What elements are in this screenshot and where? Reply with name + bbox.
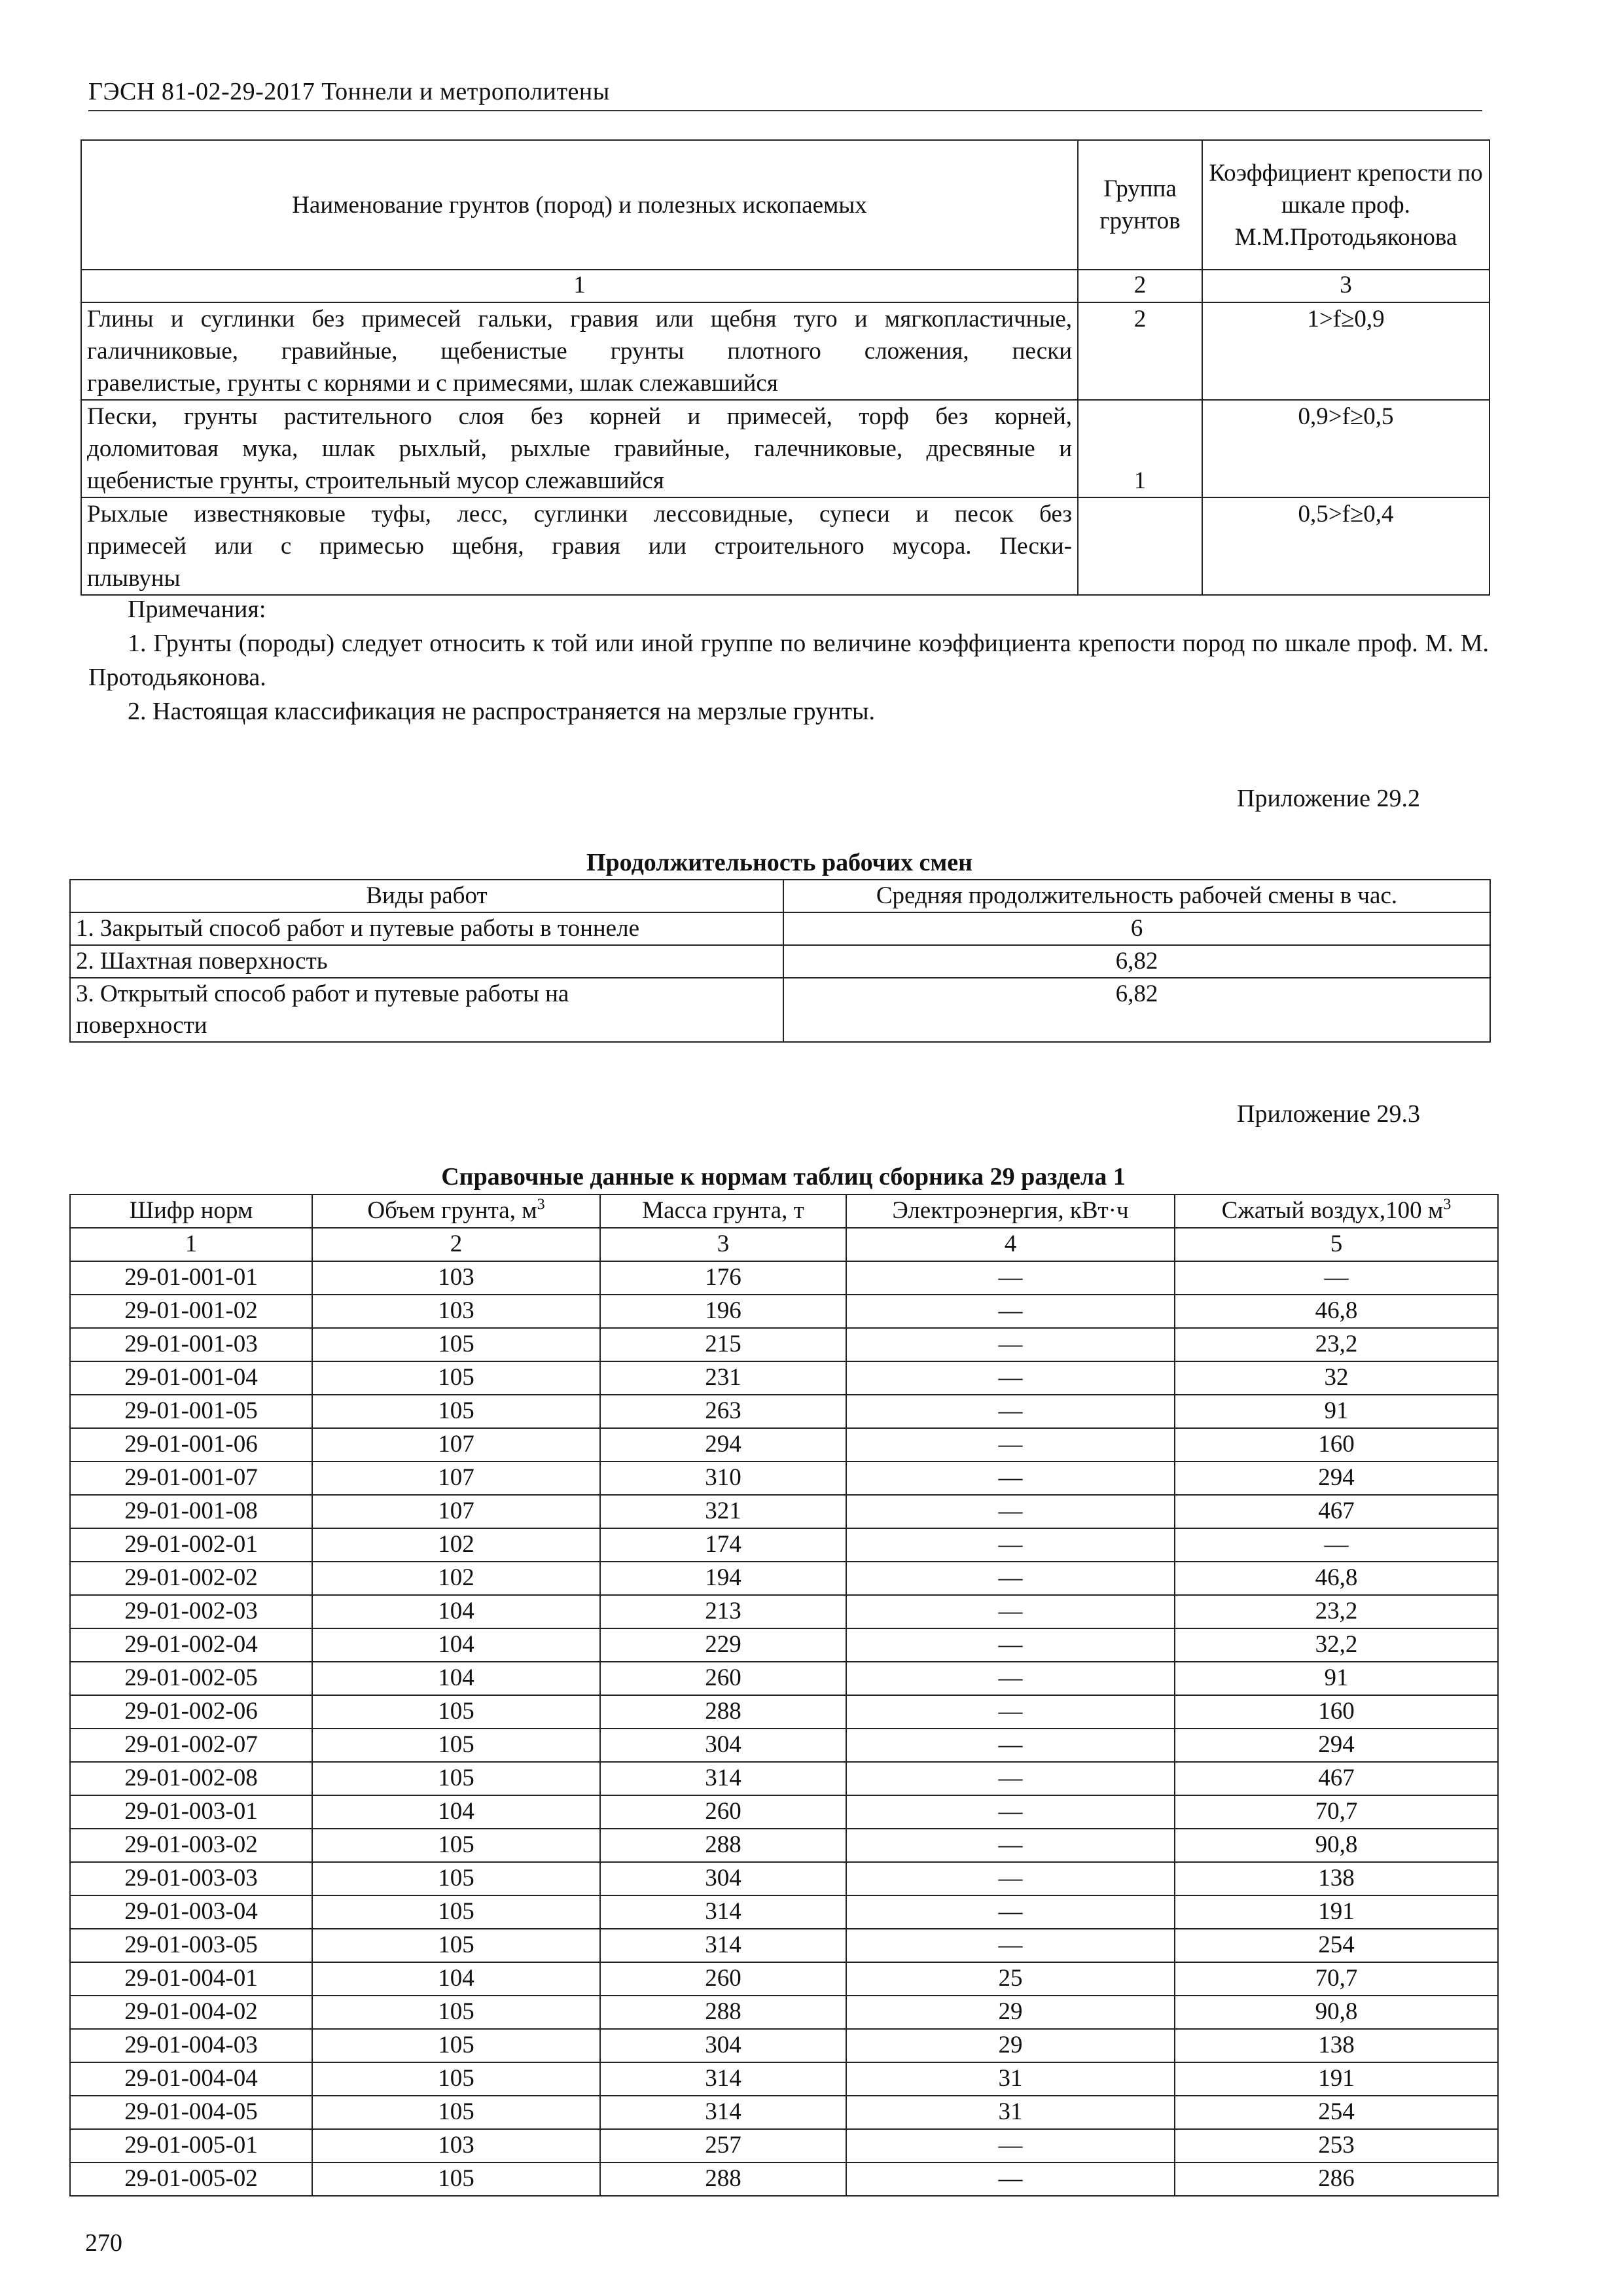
header-cell: Электроэнергия, кВт·ч <box>846 1194 1175 1228</box>
soil-volume: 104 <box>312 1962 600 1996</box>
compressed-air: 138 <box>1175 2029 1498 2062</box>
soil-volume: 107 <box>312 1462 600 1495</box>
table-row <box>70 1962 1498 1996</box>
compressed-air: 90,8 <box>1175 1829 1498 1862</box>
soil-volume: 105 <box>312 1829 600 1862</box>
soil-volume: 105 <box>312 1395 600 1428</box>
table-row <box>70 1929 1498 1962</box>
table-header-row <box>70 880 1490 912</box>
table-row <box>70 2129 1498 2162</box>
table-title: Продолжительность рабочих смен <box>586 849 973 876</box>
soil-volume: 105 <box>312 1361 600 1395</box>
norm-code: 29-01-002-02 <box>70 1562 312 1595</box>
norm-code: 29-01-002-03 <box>70 1595 312 1628</box>
table-row <box>70 1862 1498 1895</box>
description-line: галичниковые, гравийные, щебенистые грунты плотного сложения, пески <box>87 338 1072 365</box>
table-row <box>70 1361 1498 1395</box>
strength-coefficient: 0,9>f≥0,5 <box>1202 400 1489 497</box>
compressed-air: 254 <box>1175 2096 1498 2129</box>
shift-duration-table <box>69 879 1491 1043</box>
electricity: — <box>846 1428 1175 1462</box>
table-row <box>70 1895 1498 1929</box>
electricity: — <box>846 1762 1175 1795</box>
soil-mass: 196 <box>600 1295 846 1328</box>
electricity: — <box>846 1595 1175 1628</box>
electricity: — <box>846 1862 1175 1895</box>
norm-code: 29-01-005-02 <box>70 2162 312 2196</box>
norm-code: 29-01-004-01 <box>70 1962 312 1996</box>
soil-mass: 257 <box>600 2129 846 2162</box>
soil-mass: 314 <box>600 2062 846 2096</box>
table-title: Справочные данные к нормам таблиц сборника 29 раздела 1 <box>441 1163 1126 1191</box>
soil-mass: 294 <box>600 1428 846 1462</box>
norm-code: 29-01-001-04 <box>70 1361 312 1395</box>
compressed-air: 91 <box>1175 1395 1498 1428</box>
header-cell: Коэффициент крепости по шкале проф. М.М.Протодьяконова <box>1202 140 1489 270</box>
description-line: примесей или с примесью щебня, гравия или строительного мусора. Пески- <box>87 533 1072 560</box>
soil-mass: 288 <box>600 1829 846 1862</box>
compressed-air: 23,2 <box>1175 1328 1498 1361</box>
table-row <box>70 1261 1498 1295</box>
soil-volume: 104 <box>312 1628 600 1662</box>
soil-mass: 260 <box>600 1795 846 1829</box>
soil-mass: 260 <box>600 1662 846 1695</box>
page-header <box>88 77 1482 111</box>
column-number: 2 <box>1078 270 1202 302</box>
table-row <box>70 1795 1498 1829</box>
soil-mass: 260 <box>600 1962 846 1996</box>
compressed-air: 90,8 <box>1175 1996 1498 2029</box>
soil-mass: 229 <box>600 1628 846 1662</box>
electricity: — <box>846 2129 1175 2162</box>
table-row <box>70 1562 1498 1595</box>
column-number: 5 <box>1175 1228 1498 1261</box>
compressed-air: 160 <box>1175 1428 1498 1462</box>
soil-mass: 310 <box>600 1462 846 1495</box>
electricity: — <box>846 1695 1175 1729</box>
soil-description <box>81 400 1078 497</box>
electricity: — <box>846 1261 1175 1295</box>
electricity: — <box>846 1328 1175 1361</box>
notes-title: Примечания: <box>128 596 266 623</box>
electricity: — <box>846 1895 1175 1929</box>
compressed-air: 294 <box>1175 1729 1498 1762</box>
soil-mass: 176 <box>600 1261 846 1295</box>
reference-data-table <box>69 1194 1499 2197</box>
norm-code: 29-01-001-01 <box>70 1261 312 1295</box>
soil-mass: 304 <box>600 2029 846 2062</box>
norm-code: 29-01-002-06 <box>70 1695 312 1729</box>
soil-volume: 105 <box>312 2162 600 2196</box>
header-cell: Виды работ <box>70 880 783 912</box>
header-cell: Наименование грунтов (пород) и полезных ископаемых <box>81 140 1078 270</box>
soil-mass: 231 <box>600 1361 846 1395</box>
norm-code: 29-01-005-01 <box>70 2129 312 2162</box>
compressed-air: 191 <box>1175 1895 1498 1929</box>
table-row <box>81 497 1489 595</box>
soil-classification-table <box>80 139 1490 596</box>
soil-mass: 314 <box>600 1929 846 1962</box>
norm-code: 29-01-004-02 <box>70 1996 312 2029</box>
soil-mass: 288 <box>600 2162 846 2196</box>
electricity: — <box>846 1495 1175 1528</box>
compressed-air: — <box>1175 1261 1498 1295</box>
table-row <box>70 1495 1498 1528</box>
soil-mass: 213 <box>600 1595 846 1628</box>
header-cell: Масса грунта, т <box>600 1194 846 1228</box>
electricity: — <box>846 1361 1175 1395</box>
soil-volume: 105 <box>312 1328 600 1361</box>
compressed-air: 253 <box>1175 2129 1498 2162</box>
description-line: Пески, грунты растительного слоя без корней и примесей, торф без корней, <box>87 403 1072 430</box>
soil-mass: 321 <box>600 1495 846 1528</box>
electricity: — <box>846 1528 1175 1562</box>
norm-code: 29-01-003-02 <box>70 1829 312 1862</box>
compressed-air: 23,2 <box>1175 1595 1498 1628</box>
column-number: 3 <box>1202 270 1489 302</box>
compressed-air: 32,2 <box>1175 1628 1498 1662</box>
soil-volume: 105 <box>312 1862 600 1895</box>
table-row <box>70 945 1490 978</box>
description-line: плывуны <box>87 565 181 592</box>
table-row <box>70 1829 1498 1862</box>
table-row <box>81 400 1489 497</box>
table-row <box>70 1996 1498 2029</box>
table-row <box>70 2029 1498 2062</box>
reference-data-body <box>70 1261 1498 2196</box>
column-number: 4 <box>846 1228 1175 1261</box>
norm-code: 29-01-003-05 <box>70 1929 312 1962</box>
soil-mass: 174 <box>600 1528 846 1562</box>
soil-volume: 103 <box>312 1295 600 1328</box>
column-number: 2 <box>312 1228 600 1261</box>
soil-volume: 104 <box>312 1795 600 1829</box>
table-row <box>70 1595 1498 1628</box>
soil-volume: 103 <box>312 1261 600 1295</box>
soil-volume: 105 <box>312 2096 600 2129</box>
work-type: 2. Шахтная поверхность <box>70 945 783 978</box>
compressed-air: 191 <box>1175 2062 1498 2096</box>
soil-volume: 102 <box>312 1528 600 1562</box>
electricity: 29 <box>846 2029 1175 2062</box>
compressed-air: 138 <box>1175 1862 1498 1895</box>
electricity: — <box>846 1795 1175 1829</box>
strength-coefficient: 0,5>f≥0,4 <box>1202 497 1489 595</box>
norm-code: 29-01-004-03 <box>70 2029 312 2062</box>
electricity: — <box>846 1295 1175 1328</box>
note-item: 2. Настоящая классификация не распространяется на мерзлые грунты. <box>128 698 875 725</box>
norm-code: 29-01-001-08 <box>70 1495 312 1528</box>
table-row <box>70 2162 1498 2196</box>
soil-volume: 105 <box>312 1895 600 1929</box>
soil-description <box>81 497 1078 595</box>
table-row <box>70 1428 1498 1462</box>
header-cell: Сжатый воздух,100 $м^3$ <box>1175 1194 1498 1228</box>
table-header-row <box>70 1194 1498 1228</box>
shift-duration: 6,82 <box>783 978 1490 1042</box>
electricity: — <box>846 1729 1175 1762</box>
norm-code: 29-01-002-01 <box>70 1528 312 1562</box>
table-row <box>81 302 1489 400</box>
electricity: — <box>846 1929 1175 1962</box>
norm-code: 29-01-004-04 <box>70 2062 312 2096</box>
table-row <box>70 1295 1498 1328</box>
soil-mass: 194 <box>600 1562 846 1595</box>
compressed-air: 467 <box>1175 1762 1498 1795</box>
table-row <box>70 2062 1498 2096</box>
electricity: — <box>846 1829 1175 1862</box>
electricity: 25 <box>846 1962 1175 1996</box>
soil-mass: 304 <box>600 1862 846 1895</box>
table-header-row <box>81 140 1489 270</box>
electricity: — <box>846 2162 1175 2196</box>
soil-group: 1 <box>1078 400 1202 497</box>
table-row <box>70 1762 1498 1795</box>
soil-mass: 314 <box>600 1762 846 1795</box>
norm-code: 29-01-001-06 <box>70 1428 312 1462</box>
appendix-label: Приложение 29.2 <box>1237 785 1420 812</box>
compressed-air: 91 <box>1175 1662 1498 1695</box>
column-number-row <box>70 1228 1498 1261</box>
table-row <box>70 1662 1498 1695</box>
table-row <box>70 1395 1498 1428</box>
column-number: 3 <box>600 1228 846 1261</box>
table-row <box>70 1628 1498 1662</box>
compressed-air: 467 <box>1175 1495 1498 1528</box>
norm-code: 29-01-004-05 <box>70 2096 312 2129</box>
compressed-air: 160 <box>1175 1695 1498 1729</box>
description-line: Рыхлые известняковые туфы, лесс, суглинки лессовидные, супеси и песок без <box>87 501 1072 528</box>
table-row <box>70 1729 1498 1762</box>
appendix-label: Приложение 29.3 <box>1237 1100 1420 1128</box>
soil-volume: 104 <box>312 1595 600 1628</box>
table-row <box>70 1528 1498 1562</box>
soil-description <box>81 302 1078 400</box>
norm-code: 29-01-001-02 <box>70 1295 312 1328</box>
header-cell: Группа грунтов <box>1078 140 1202 270</box>
soil-mass: 263 <box>600 1395 846 1428</box>
norm-code: 29-01-001-03 <box>70 1328 312 1361</box>
soil-volume: 105 <box>312 1996 600 2029</box>
soil-group <box>1078 497 1202 595</box>
table-row <box>70 2096 1498 2129</box>
electricity: — <box>846 1628 1175 1662</box>
column-number-row <box>81 270 1489 302</box>
norm-code: 29-01-001-07 <box>70 1462 312 1495</box>
electricity: — <box>846 1662 1175 1695</box>
electricity: 31 <box>846 2062 1175 2096</box>
norm-code: 29-01-002-07 <box>70 1729 312 1762</box>
compressed-air: 46,8 <box>1175 1562 1498 1595</box>
soil-volume: 105 <box>312 2062 600 2096</box>
compressed-air: 46,8 <box>1175 1295 1498 1328</box>
soil-volume: 105 <box>312 1929 600 1962</box>
notes <box>88 592 1489 728</box>
work-type: 3. Открытый способ работ и путевые работы на поверхности <box>70 978 783 1042</box>
header-cell: Средняя продолжительность рабочей смены в час. <box>783 880 1490 912</box>
electricity: 29 <box>846 1996 1175 2029</box>
shift-duration: 6 <box>783 912 1490 945</box>
work-type: 1. Закрытый способ работ и путевые работы в тоннеле <box>70 912 783 945</box>
soil-volume: 104 <box>312 1662 600 1695</box>
soil-mass: 304 <box>600 1729 846 1762</box>
soil-volume: 102 <box>312 1562 600 1595</box>
table-row <box>70 1462 1498 1495</box>
description-line: щебенистые грунты, строительный мусор слежавшийся <box>87 467 664 494</box>
soil-volume: 107 <box>312 1428 600 1462</box>
strength-coefficient: 1>f≥0,9 <box>1202 302 1489 400</box>
norm-code: 29-01-001-05 <box>70 1395 312 1428</box>
electricity: — <box>846 1562 1175 1595</box>
table-row <box>70 912 1490 945</box>
norm-code: 29-01-003-03 <box>70 1862 312 1895</box>
compressed-air: 70,7 <box>1175 1795 1498 1829</box>
soil-volume: 105 <box>312 2029 600 2062</box>
soil-volume: 105 <box>312 1762 600 1795</box>
soil-group: 2 <box>1078 302 1202 400</box>
norm-code: 29-01-003-04 <box>70 1895 312 1929</box>
soil-mass: 288 <box>600 1996 846 2029</box>
soil-volume: 103 <box>312 2129 600 2162</box>
compressed-air: 32 <box>1175 1361 1498 1395</box>
page-number: 270 <box>85 2229 122 2257</box>
table-row <box>70 1328 1498 1361</box>
description-line: Глины и суглинки без примесей гальки, гравия или щебня туго и мягкопластичные, <box>87 306 1072 332</box>
compressed-air: 294 <box>1175 1462 1498 1495</box>
document-title: ГЭСН 81-02-29-2017 Тоннели и метрополитены <box>88 78 610 105</box>
table-row <box>70 1695 1498 1729</box>
table-row <box>70 978 1490 1042</box>
header-cell: Шифр норм <box>70 1194 312 1228</box>
norm-code: 29-01-002-04 <box>70 1628 312 1662</box>
soil-volume: 105 <box>312 1695 600 1729</box>
header-cell: Объем грунта, $м^3$ <box>312 1194 600 1228</box>
soil-mass: 314 <box>600 2096 846 2129</box>
compressed-air: — <box>1175 1528 1498 1562</box>
soil-volume: 107 <box>312 1495 600 1528</box>
electricity: 31 <box>846 2096 1175 2129</box>
note-item: 1. Грунты (породы) следует относить к той или иной группе по величине коэффициента крепости пород по шкале проф. М. М. Протодьяконова. <box>88 630 1489 691</box>
column-number: 1 <box>70 1228 312 1261</box>
soil-mass: 288 <box>600 1695 846 1729</box>
description-line: доломитовая мука, шлак рыхлый, рыхлые гравийные, галечниковые, дресвяные и <box>87 435 1072 462</box>
compressed-air: 70,7 <box>1175 1962 1498 1996</box>
norm-code: 29-01-003-01 <box>70 1795 312 1829</box>
compressed-air: 254 <box>1175 1929 1498 1962</box>
shift-duration: 6,82 <box>783 945 1490 978</box>
description-line: гравелистые, грунты с корнями и с примесями, шлак слежавшийся <box>87 370 778 397</box>
soil-mass: 314 <box>600 1895 846 1929</box>
soil-volume: 105 <box>312 1729 600 1762</box>
compressed-air: 286 <box>1175 2162 1498 2196</box>
norm-code: 29-01-002-08 <box>70 1762 312 1795</box>
soil-mass: 215 <box>600 1328 846 1361</box>
column-number: 1 <box>81 270 1078 302</box>
electricity: — <box>846 1462 1175 1495</box>
norm-code: 29-01-002-05 <box>70 1662 312 1695</box>
electricity: — <box>846 1395 1175 1428</box>
